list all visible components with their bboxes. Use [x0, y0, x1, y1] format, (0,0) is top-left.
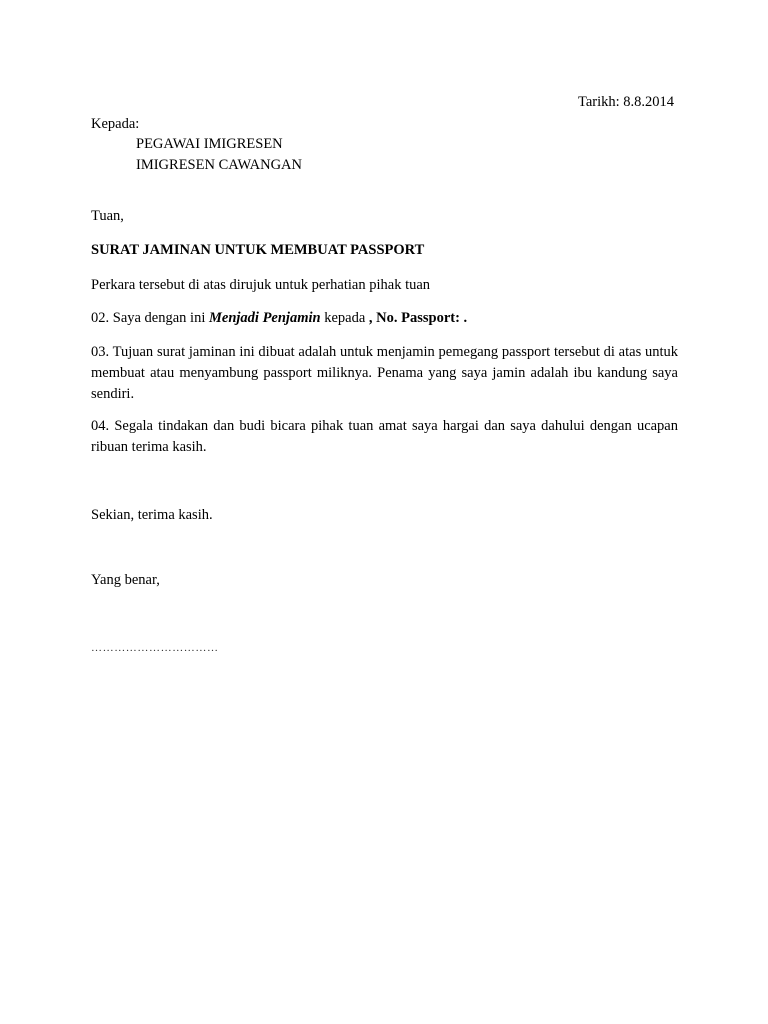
paragraph-2-prefix: 02. Saya dengan ini	[91, 310, 209, 326]
paragraph-2-mid: kepada	[320, 310, 369, 326]
paragraph-2-emphasis: Menjadi Penjamin	[209, 310, 321, 326]
sign-off: Yang benar,	[91, 572, 160, 588]
paragraph-1: Perkara tersebut di atas dirujuk untuk perhatian pihak tuan	[91, 277, 431, 293]
paragraph-3: 03. Tujuan surat jaminan ini dibuat adalah untuk menjamin pemegang passport tersebut di atas untuk membuat atau menyambung passport miliknya. Penama yang saya jamin adalah ibu kandung saya sendiri.	[91, 344, 678, 402]
paragraph-4: 04. Segala tindakan dan budi bicara pihak tuan amat saya hargai dan saya dahului dengan ucapan ribuan terima kasih.	[91, 418, 678, 455]
paragraph-2	[91, 308, 467, 329]
letter-date: Tarikh: 8.8.2014	[578, 94, 675, 110]
paragraph-2-passport: , No. Passport: .	[368, 310, 468, 326]
letter-subject: SURAT JAMINAN UNTUK MEMBUAT PASSPORT	[91, 242, 425, 258]
salutation: Tuan,	[91, 208, 124, 224]
closing: Sekian, terima kasih.	[91, 507, 213, 523]
recipient-line-1: PEGAWAI IMIGRESEN	[136, 136, 283, 152]
recipient-line-2: IMIGRESEN CAWANGAN	[136, 157, 302, 173]
to-label: Kepada:	[91, 116, 140, 132]
signature-line: ……………………………	[91, 642, 219, 654]
